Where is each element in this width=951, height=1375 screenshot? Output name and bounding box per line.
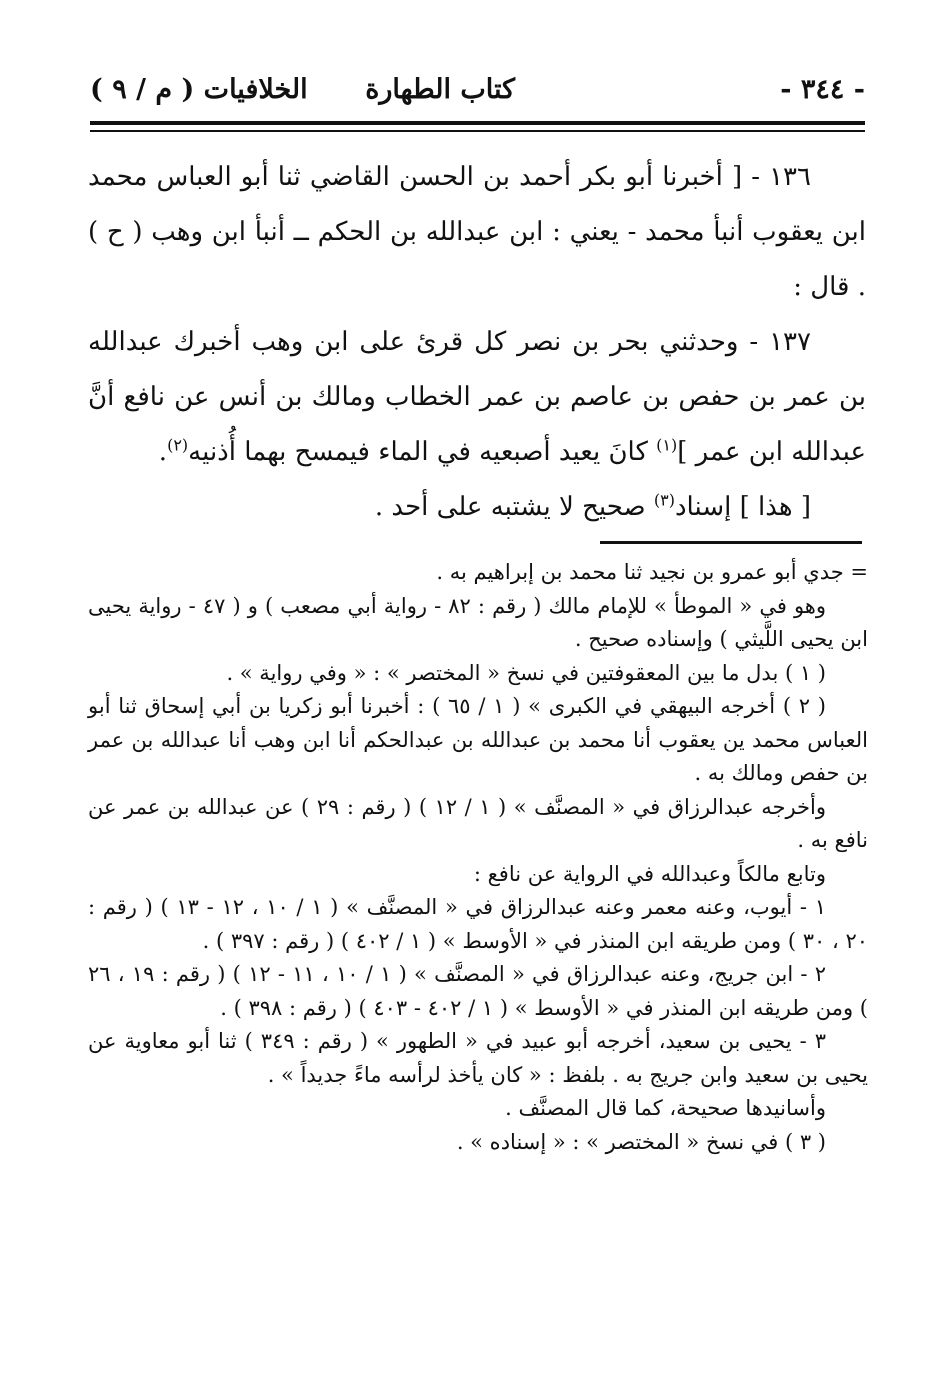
book-title: كتاب الطهارة: [365, 74, 515, 105]
footnote-2-item-2: ٢ - ابن جريج، وعنه عبدالرزاق في « المصنَّف » ( ١ / ١٠ ، ١١ - ١٢ ) ( رقم : ١٩ ، ٢٦ ) ومن طريقه ابن المنذر في « الأوسط » ( ١ / ٤٠٢ - ٤٠٣ ) ( رقم : ٣٩٨ ) .: [88, 962, 868, 1020]
footnote-2-abdurrazzaq: وأخرجه عبدالرزاق في « المصنَّف » ( ١ / ١٢ ) ( رقم : ٢٩ ) عن عبدالله بن عمر عن نافع به .: [88, 794, 868, 852]
footnotes: [88, 556, 868, 1159]
isnad-grading-start: [ هذا ] إسناد: [674, 492, 811, 522]
hadith-137-text: ١٣٧ - وحدثني بحر بن نصر كل قرئ على ابن وهب أخبرك عبدالله بن عمر بن حفص بن عاصم بن عمر الخطاب ومالك بن أنس عن نافع أنَّ عبدالله ابن عمر ]: [88, 327, 866, 467]
isnad-grading: [88, 480, 866, 535]
isnad-grading-end: صحيح لا يشتبه على أحد .: [374, 492, 654, 522]
footnote-2-item-1: ١ - أيوب، وعنه معمر وعنه عبدالرزاق في « المصنَّف » ( ١ / ١٠ ، ١٢ - ١٣ ) ( رقم : ٢٠ ، ٣٠ ) ومن طريقه ابن المنذر في « الأوسط » ( ١ / ٤٠٢ ) ( رقم : ٣٩٧ ) .: [88, 895, 868, 953]
hadith-137: [88, 315, 866, 480]
note-ref-3[interactable]: (٣): [653, 490, 675, 510]
hadith-137-end: .: [158, 437, 168, 467]
volume-signature: الخلافيات ( م / ٩ ): [90, 74, 308, 105]
page-header: [90, 70, 865, 114]
footnote-muwatta: وهو في « الموطأ » للإمام مالك ( رقم : ٨٢ - رواية أبي مصعب ) و ( ٤٧ - رواية يحيى ابن يحيى اللَّيثي ) وإسناده صحيح .: [88, 593, 868, 651]
footnote-2: ( ٢ ) أخرجه البيهقي في الكبرى » ( ١ / ٦٥ ) : أخبرنا أبو زكريا بن أبي إسحاق ثنا أبو العباس محمد ين يعقوب أنا محمد بن عبدالله بن عبدالحكم أنا ابن وهب أنا عبدالله بن عمر بن حفص ومالك به .: [88, 694, 868, 785]
footnote-1: ( ١ ) بدل ما بين المعقوفتين في نسخ « المختصر » : « وفي رواية » .: [226, 660, 826, 685]
note-ref-2[interactable]: (٢): [167, 435, 189, 455]
footnote-separator: [600, 541, 862, 544]
hadith-136: ١٣٦ - [ أخبرنا أبو بكر أحمد بن الحسن القاضي ثنا أبو العباس محمد ابن يعقوب أنبأ محمد - يعني : ابن عبدالله بن الحكم ــ أنبأ ابن وهب ( ح ) . قال :: [88, 162, 866, 302]
footnote-2-grading: وأسانيدها صحيحة، كما قال المصنَّف .: [505, 1096, 826, 1120]
footnote-continuation: = جدي أبو عمرو بن نجيد ثنا محمد بن إبراهيم به .: [436, 560, 868, 584]
footnote-2-followers: وتابع مالكاً وعبدالله في الرواية عن نافع :: [473, 861, 826, 886]
header-rule-thick: [90, 121, 865, 125]
footnote-3: ( ٣ ) في نسخ « المختصر » : « إسناده » .: [456, 1129, 826, 1154]
header-rule-thin: [90, 130, 865, 132]
footnote-2-item-3: ٣ - يحيى بن سعيد، أخرجه أبو عبيد في « الطهور » ( رقم : ٣٤٩ ) ثنا أبو معاوية عن يحيى بن سعيد وابن جريج به . بلفظ : « كان يأخذ لرأسه ماءً جديداً » .: [88, 1029, 868, 1087]
note-ref-1[interactable]: (١): [656, 435, 678, 455]
main-text: [88, 150, 866, 535]
hadith-137-matn: كانَ يعيد أصبعيه في الماء فيمسح بهما أُذنيه: [188, 437, 657, 467]
page-number: - ٣٤٤ -: [780, 74, 865, 105]
